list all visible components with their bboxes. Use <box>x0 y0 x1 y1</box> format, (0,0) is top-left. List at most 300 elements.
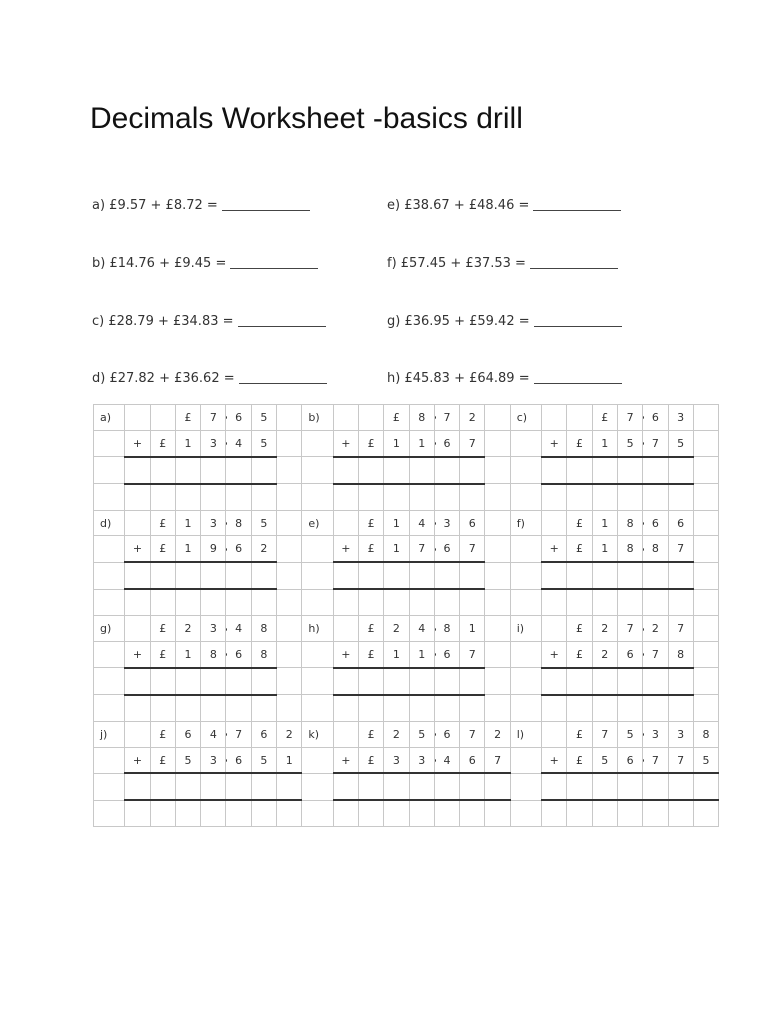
answer-cell[interactable] <box>251 668 276 695</box>
grid-cell <box>277 642 302 668</box>
answer-cell[interactable] <box>277 484 302 510</box>
grid-cell <box>277 616 302 642</box>
answer-cell[interactable] <box>510 668 541 695</box>
question-b-text: b) £14.76 + £9.45 = <box>92 256 227 271</box>
answer-cell[interactable] <box>510 457 541 484</box>
answer-cell[interactable] <box>226 695 251 721</box>
answer-cell[interactable] <box>201 484 226 510</box>
answer-cell[interactable] <box>617 562 642 589</box>
answer-blank-e[interactable] <box>533 210 621 211</box>
answer-cell[interactable] <box>384 457 409 484</box>
answer-cell[interactable] <box>226 800 251 826</box>
grid-row <box>94 430 719 456</box>
answer-cell[interactable] <box>485 800 510 826</box>
answer-cell[interactable] <box>643 484 668 510</box>
answer-cell[interactable] <box>358 589 383 615</box>
answer-cell[interactable] <box>542 589 567 615</box>
answer-cell[interactable] <box>668 457 693 484</box>
answer-cell[interactable] <box>201 773 226 800</box>
answer-cell[interactable] <box>592 800 617 826</box>
answer-cell[interactable] <box>358 773 383 800</box>
grid-cell: £ <box>150 536 175 562</box>
answer-cell[interactable] <box>94 773 125 800</box>
grid-cell <box>510 642 541 668</box>
answer-cell[interactable] <box>175 562 200 589</box>
grid-cell: 5 <box>617 430 642 456</box>
answer-cell[interactable] <box>434 457 459 484</box>
answer-cell[interactable] <box>94 589 125 615</box>
answer-cell[interactable] <box>434 773 459 800</box>
grid-cell: 7 <box>668 536 693 562</box>
question-f-text: f) £57.45 + £37.53 = <box>387 256 526 271</box>
grid-cell: £ <box>358 616 383 642</box>
answer-cell[interactable] <box>277 589 302 615</box>
grid-body <box>94 405 719 827</box>
answer-cell[interactable] <box>643 695 668 721</box>
answer-cell[interactable] <box>333 457 358 484</box>
answer-cell[interactable] <box>201 457 226 484</box>
answer-cell[interactable] <box>592 668 617 695</box>
answer-cell[interactable] <box>175 457 200 484</box>
grid-cell: 7 <box>668 616 693 642</box>
answer-cell[interactable] <box>333 695 358 721</box>
answer-cell[interactable] <box>460 668 485 695</box>
answer-cell[interactable] <box>510 484 541 510</box>
answer-cell[interactable] <box>201 695 226 721</box>
grid-cell: £ <box>358 721 383 747</box>
answer-cell[interactable] <box>693 773 718 800</box>
grid-cell: 8 <box>668 642 693 668</box>
answer-cell[interactable] <box>94 562 125 589</box>
grid-cell: 7 <box>201 405 226 431</box>
answer-cell[interactable] <box>333 668 358 695</box>
answer-blank-b[interactable] <box>230 268 318 269</box>
answer-cell[interactable] <box>542 773 567 800</box>
grid-cell: + <box>333 642 358 668</box>
answer-cell[interactable] <box>592 773 617 800</box>
answer-cell[interactable] <box>643 562 668 589</box>
answer-cell[interactable] <box>693 589 718 615</box>
grid-cell: 6 <box>434 642 459 668</box>
grid-cell <box>277 536 302 562</box>
grid-cell: 1 <box>384 430 409 456</box>
answer-cell[interactable] <box>485 484 510 510</box>
answer-cell[interactable] <box>226 773 251 800</box>
grid-cell: 7 <box>460 536 485 562</box>
answer-cell[interactable] <box>510 562 541 589</box>
answer-cell[interactable] <box>693 695 718 721</box>
answer-cell[interactable] <box>617 773 642 800</box>
grid-cell: 8 <box>693 721 718 747</box>
grid-cell: 8 <box>201 642 226 668</box>
grid-cell: 7 <box>409 536 434 562</box>
answer-cell[interactable] <box>175 773 200 800</box>
grid-cell: + <box>542 642 567 668</box>
answer-cell[interactable] <box>592 457 617 484</box>
grid-cell: 8 <box>434 616 459 642</box>
grid-cell: 5 <box>251 405 276 431</box>
answer-cell[interactable] <box>668 668 693 695</box>
grid-row <box>94 510 719 536</box>
answer-cell[interactable] <box>201 562 226 589</box>
answer-cell[interactable] <box>485 773 510 800</box>
answer-cell[interactable] <box>226 562 251 589</box>
answer-cell[interactable] <box>125 457 150 484</box>
answer-blank-d[interactable] <box>239 383 327 384</box>
grid-cell: £ <box>175 405 200 431</box>
answer-blank-g[interactable] <box>534 326 622 327</box>
answer-cell[interactable] <box>94 800 125 826</box>
grid-cell: 6 <box>668 510 693 536</box>
answer-cell[interactable] <box>358 562 383 589</box>
answer-cell[interactable] <box>175 800 200 826</box>
grid-cell: + <box>125 642 150 668</box>
answer-cell[interactable] <box>150 800 175 826</box>
answer-cell[interactable] <box>333 589 358 615</box>
answer-cell[interactable] <box>125 773 150 800</box>
grid-row <box>94 668 719 695</box>
question-h-text: h) £45.83 + £64.89 = <box>387 371 530 386</box>
grid-cell <box>693 430 718 456</box>
grid-cell: £ <box>358 642 383 668</box>
answer-cell[interactable] <box>251 773 276 800</box>
answer-cell[interactable] <box>302 668 333 695</box>
answer-cell[interactable] <box>668 562 693 589</box>
grid-cell <box>302 430 333 456</box>
answer-cell[interactable] <box>485 457 510 484</box>
answer-cell[interactable] <box>201 668 226 695</box>
sum-label: i) <box>510 616 541 642</box>
answer-blank-f[interactable] <box>530 268 618 269</box>
answer-cell[interactable] <box>485 695 510 721</box>
answer-cell[interactable] <box>384 800 409 826</box>
grid-cell: 3 <box>201 616 226 642</box>
answer-cell[interactable] <box>302 484 333 510</box>
grid-cell <box>693 405 718 431</box>
grid-cell: 7 <box>460 430 485 456</box>
grid-cell <box>333 616 358 642</box>
grid-cell: 1 <box>384 510 409 536</box>
answer-cell[interactable] <box>434 589 459 615</box>
answer-cell[interactable] <box>251 800 276 826</box>
answer-cell[interactable] <box>94 457 125 484</box>
answer-cell[interactable] <box>592 562 617 589</box>
answer-blank-h[interactable] <box>534 383 622 384</box>
grid-cell: + <box>125 536 150 562</box>
grid-cell: 8 <box>226 510 251 536</box>
grid-cell: 6 <box>434 721 459 747</box>
grid-cell <box>485 405 510 431</box>
answer-cell[interactable] <box>150 457 175 484</box>
answer-cell[interactable] <box>302 800 333 826</box>
answer-cell[interactable] <box>333 773 358 800</box>
answer-cell[interactable] <box>617 457 642 484</box>
answer-cell[interactable] <box>277 773 302 800</box>
grid-cell <box>125 510 150 536</box>
answer-cell[interactable] <box>567 695 592 721</box>
answer-cell[interactable] <box>542 668 567 695</box>
answer-cell[interactable] <box>542 562 567 589</box>
answer-cell[interactable] <box>251 589 276 615</box>
answer-cell[interactable] <box>409 695 434 721</box>
answer-cell[interactable] <box>302 773 333 800</box>
grid-cell: + <box>125 747 150 773</box>
grid-cell: 6 <box>226 536 251 562</box>
answer-cell[interactable] <box>460 562 485 589</box>
answer-cell[interactable] <box>567 773 592 800</box>
answer-cell[interactable] <box>251 484 276 510</box>
grid-cell: 2 <box>277 721 302 747</box>
grid-cell: 5 <box>409 721 434 747</box>
question-c <box>92 314 326 329</box>
grid-cell <box>302 642 333 668</box>
answer-cell[interactable] <box>302 457 333 484</box>
answer-cell[interactable] <box>150 668 175 695</box>
grid-row <box>94 562 719 589</box>
answer-cell[interactable] <box>434 695 459 721</box>
answer-cell[interactable] <box>617 484 642 510</box>
answer-cell[interactable] <box>434 562 459 589</box>
grid-cell: £ <box>150 510 175 536</box>
grid-cell: 1 <box>175 536 200 562</box>
answer-cell[interactable] <box>150 773 175 800</box>
answer-cell[interactable] <box>693 562 718 589</box>
grid-cell: £ <box>384 405 409 431</box>
answer-cell[interactable] <box>409 562 434 589</box>
answer-cell[interactable] <box>668 800 693 826</box>
answer-cell[interactable] <box>358 668 383 695</box>
grid-cell <box>485 536 510 562</box>
answer-cell[interactable] <box>125 589 150 615</box>
answer-cell[interactable] <box>567 800 592 826</box>
answer-cell[interactable] <box>226 457 251 484</box>
answer-cell[interactable] <box>175 589 200 615</box>
answer-cell[interactable] <box>510 773 541 800</box>
answer-cell[interactable] <box>358 800 383 826</box>
grid-cell: 4 <box>201 721 226 747</box>
answer-cell[interactable] <box>643 668 668 695</box>
answer-cell[interactable] <box>567 457 592 484</box>
grid-cell: £ <box>567 430 592 456</box>
answer-cell[interactable] <box>668 773 693 800</box>
grid-cell: 5 <box>693 747 718 773</box>
answer-cell[interactable] <box>226 484 251 510</box>
grid-cell: 8 <box>251 616 276 642</box>
answer-cell[interactable] <box>617 800 642 826</box>
answer-cell[interactable] <box>409 668 434 695</box>
answer-cell[interactable] <box>226 589 251 615</box>
answer-cell[interactable] <box>668 695 693 721</box>
answer-blank-c[interactable] <box>238 326 326 327</box>
answer-cell[interactable] <box>460 484 485 510</box>
grid-row <box>94 484 719 510</box>
answer-cell[interactable] <box>150 484 175 510</box>
answer-cell[interactable] <box>485 562 510 589</box>
answer-cell[interactable] <box>150 695 175 721</box>
answer-cell[interactable] <box>643 800 668 826</box>
answer-cell[interactable] <box>409 800 434 826</box>
answer-cell[interactable] <box>693 484 718 510</box>
answer-cell[interactable] <box>617 589 642 615</box>
answer-cell[interactable] <box>150 589 175 615</box>
answer-cell[interactable] <box>668 589 693 615</box>
answer-cell[interactable] <box>201 800 226 826</box>
answer-cell[interactable] <box>510 695 541 721</box>
answer-cell[interactable] <box>384 695 409 721</box>
answer-cell[interactable] <box>94 668 125 695</box>
answer-cell[interactable] <box>485 589 510 615</box>
grid-cell <box>333 510 358 536</box>
answer-cell[interactable] <box>175 484 200 510</box>
answer-cell[interactable] <box>485 668 510 695</box>
grid-cell <box>485 430 510 456</box>
answer-cell[interactable] <box>226 668 251 695</box>
answer-cell[interactable] <box>409 484 434 510</box>
answer-cell[interactable] <box>434 484 459 510</box>
answer-cell[interactable] <box>542 800 567 826</box>
grid-cell: 2 <box>592 616 617 642</box>
answer-cell[interactable] <box>693 668 718 695</box>
answer-cell[interactable] <box>302 695 333 721</box>
answer-cell[interactable] <box>358 484 383 510</box>
answer-cell[interactable] <box>434 668 459 695</box>
sum-label: b) <box>302 405 333 431</box>
grid-cell: £ <box>358 430 383 456</box>
grid-cell: £ <box>150 721 175 747</box>
answer-cell[interactable] <box>333 562 358 589</box>
grid-cell: £ <box>358 510 383 536</box>
grid-cell: 1 <box>592 536 617 562</box>
answer-cell[interactable] <box>125 484 150 510</box>
question-f <box>387 256 618 271</box>
answer-cell[interactable] <box>94 695 125 721</box>
grid-cell: + <box>542 747 567 773</box>
answer-cell[interactable] <box>125 562 150 589</box>
answer-cell[interactable] <box>302 589 333 615</box>
answer-cell[interactable] <box>251 457 276 484</box>
question-g-text: g) £36.95 + £59.42 = <box>387 314 530 329</box>
answer-cell[interactable] <box>409 457 434 484</box>
answer-cell[interactable] <box>693 800 718 826</box>
answer-cell[interactable] <box>643 457 668 484</box>
grid-cell: 4 <box>409 510 434 536</box>
answer-cell[interactable] <box>358 457 383 484</box>
answer-blank-a[interactable] <box>222 210 310 211</box>
answer-cell[interactable] <box>277 457 302 484</box>
answer-cell[interactable] <box>567 484 592 510</box>
grid-cell <box>333 405 358 431</box>
grid-cell: 1 <box>175 430 200 456</box>
answer-cell[interactable] <box>542 695 567 721</box>
sum-label: k) <box>302 721 333 747</box>
answer-cell[interactable] <box>693 457 718 484</box>
answer-cell[interactable] <box>510 800 541 826</box>
grid-cell: £ <box>567 616 592 642</box>
grid-cell: 8 <box>617 510 642 536</box>
grid-cell: £ <box>150 747 175 773</box>
answer-cell[interactable] <box>251 562 276 589</box>
answer-cell[interactable] <box>384 773 409 800</box>
answer-cell[interactable] <box>251 695 276 721</box>
answer-cell[interactable] <box>277 800 302 826</box>
grid-row <box>94 642 719 668</box>
answer-cell[interactable] <box>125 695 150 721</box>
answer-cell[interactable] <box>302 562 333 589</box>
answer-cell[interactable] <box>510 589 541 615</box>
grid-cell <box>485 642 510 668</box>
answer-cell[interactable] <box>592 589 617 615</box>
question-b <box>92 256 318 271</box>
answer-cell[interactable] <box>460 800 485 826</box>
answer-cell[interactable] <box>617 695 642 721</box>
answer-cell[interactable] <box>125 668 150 695</box>
answer-cell[interactable] <box>358 695 383 721</box>
answer-cell[interactable] <box>150 562 175 589</box>
answer-cell[interactable] <box>567 562 592 589</box>
grid-cell: 5 <box>251 510 276 536</box>
answer-cell[interactable] <box>333 484 358 510</box>
answer-cell[interactable] <box>460 589 485 615</box>
answer-cell[interactable] <box>94 484 125 510</box>
grid-cell <box>94 536 125 562</box>
answer-cell[interactable] <box>175 695 200 721</box>
answer-cell[interactable] <box>643 773 668 800</box>
answer-cell[interactable] <box>643 589 668 615</box>
answer-cell[interactable] <box>277 695 302 721</box>
answer-cell[interactable] <box>125 800 150 826</box>
answer-cell[interactable] <box>384 668 409 695</box>
answer-cell[interactable] <box>592 484 617 510</box>
grid-cell: 6 <box>643 405 668 431</box>
answer-cell[interactable] <box>384 589 409 615</box>
answer-cell[interactable] <box>277 562 302 589</box>
grid-row <box>94 589 719 615</box>
answer-cell[interactable] <box>277 668 302 695</box>
question-h <box>387 371 622 386</box>
question-a <box>92 198 310 213</box>
grid-cell: 4 <box>434 747 459 773</box>
answer-cell[interactable] <box>668 484 693 510</box>
answer-cell[interactable] <box>542 457 567 484</box>
grid-cell: 1 <box>409 642 434 668</box>
answer-cell[interactable] <box>567 668 592 695</box>
answer-cell[interactable] <box>384 484 409 510</box>
grid-cell: 5 <box>668 430 693 456</box>
answer-cell[interactable] <box>617 668 642 695</box>
page-title: Decimals Worksheet -basics drill <box>90 102 523 135</box>
answer-cell[interactable] <box>460 773 485 800</box>
question-g <box>387 314 622 329</box>
answer-cell[interactable] <box>409 773 434 800</box>
answer-cell[interactable] <box>460 695 485 721</box>
answer-cell[interactable] <box>592 695 617 721</box>
answer-cell[interactable] <box>175 668 200 695</box>
answer-cell[interactable] <box>542 484 567 510</box>
answer-cell[interactable] <box>434 800 459 826</box>
grid-cell <box>277 510 302 536</box>
answer-cell[interactable] <box>567 589 592 615</box>
question-c-text: c) £28.79 + £34.83 = <box>92 314 234 329</box>
grid-cell: 6 <box>617 747 642 773</box>
answer-cell[interactable] <box>384 562 409 589</box>
answer-cell[interactable] <box>201 589 226 615</box>
grid-cell: 7 <box>460 721 485 747</box>
answer-cell[interactable] <box>460 457 485 484</box>
grid-cell: £ <box>150 642 175 668</box>
answer-cell[interactable] <box>409 589 434 615</box>
answer-cell[interactable] <box>333 800 358 826</box>
grid-cell: 6 <box>226 747 251 773</box>
